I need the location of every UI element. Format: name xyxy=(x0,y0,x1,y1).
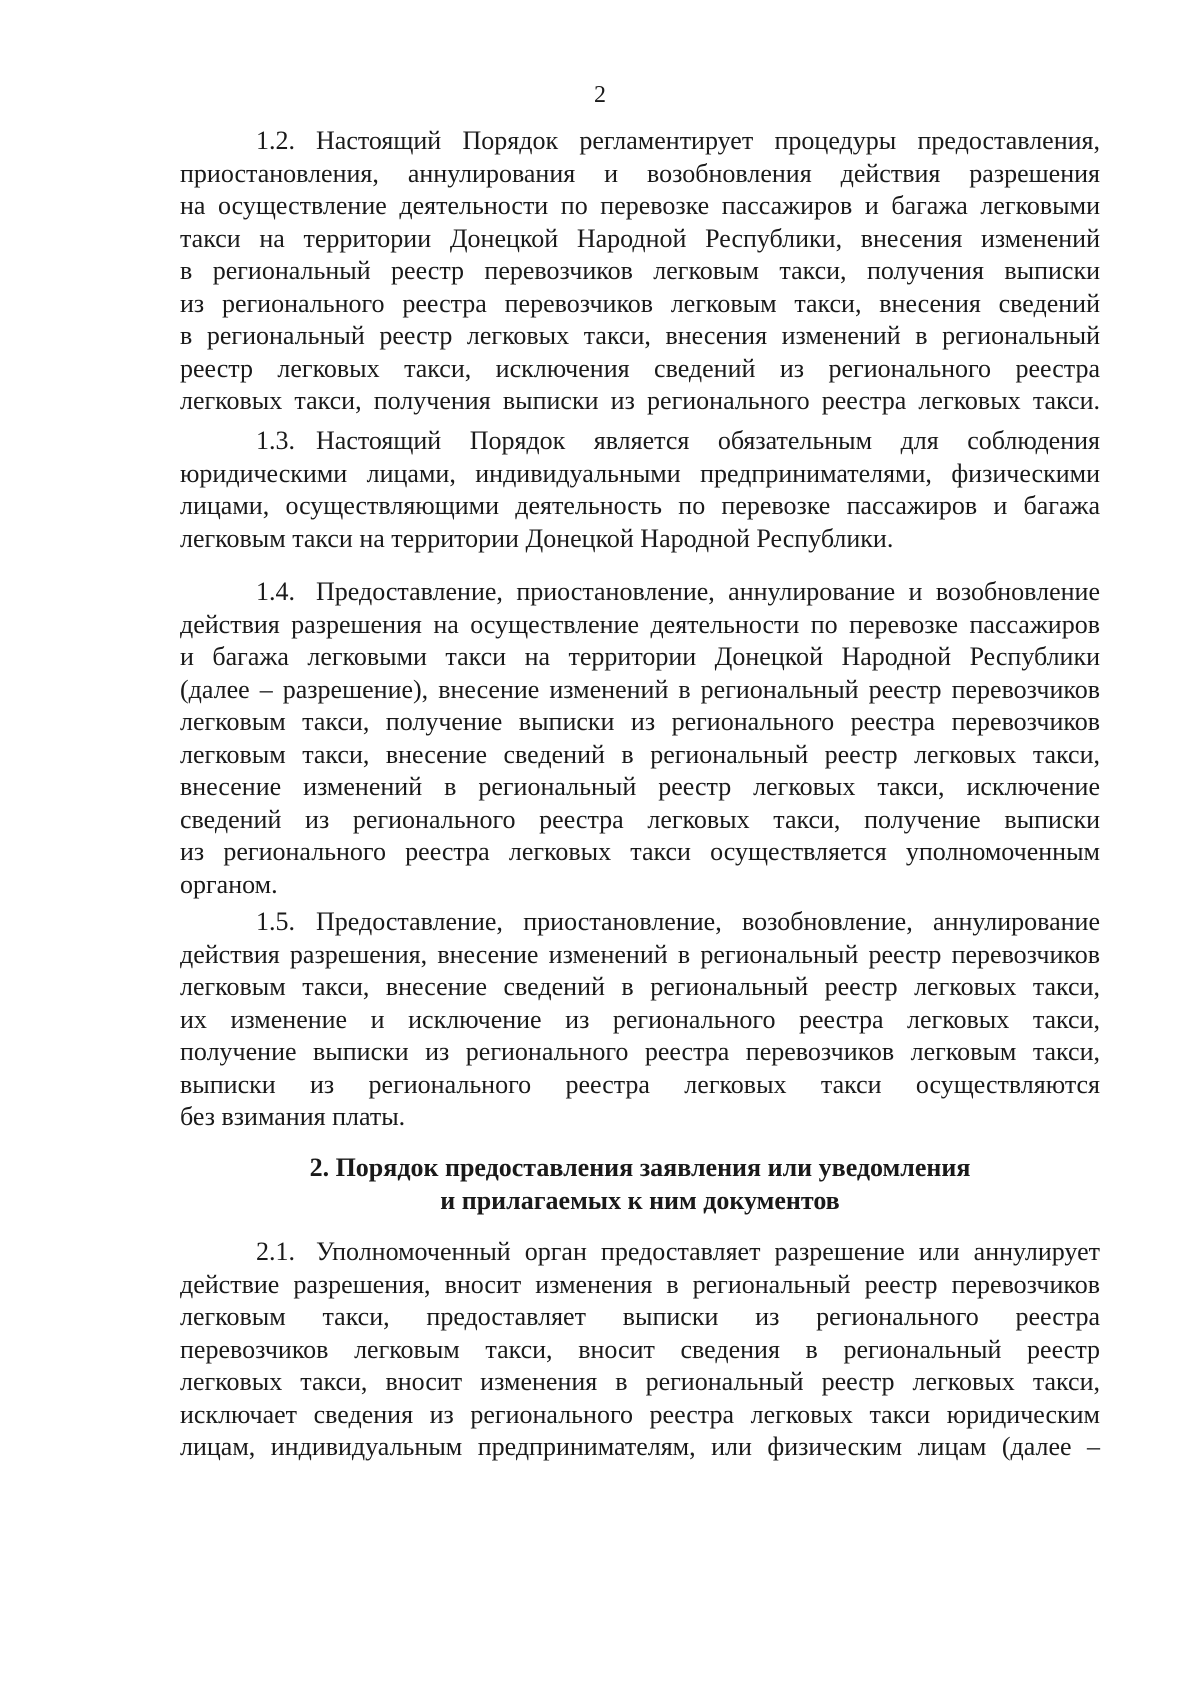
section-heading xyxy=(180,1152,1100,1217)
paragraph-line: лицами, осуществляющими деятельность по перевозке пассажиров и багажа xyxy=(180,491,1100,520)
paragraph-1-3 xyxy=(180,425,1100,555)
paragraph-number: 2.1. xyxy=(256,1237,295,1266)
paragraph-text: Предоставление, приостановление, аннулирование и возобновление xyxy=(316,577,1100,606)
paragraph-line: из регионального реестра легковых такси осуществляется уполномоченным xyxy=(180,837,1100,866)
paragraph-1-2 xyxy=(180,125,1100,418)
paragraph-line: органом. xyxy=(180,869,278,899)
paragraph-1-5 xyxy=(180,906,1100,1134)
paragraph-line xyxy=(180,906,1100,939)
paragraph-2-1 xyxy=(180,1236,1100,1464)
paragraph-text: Уполномоченный орган предоставляет разрешение или аннулирует xyxy=(316,1237,1100,1266)
section-heading-line: и прилагаемых к ним документов xyxy=(440,1185,840,1215)
paragraph-line: лицам, индивидуальным предпринимателям, или физическим лицам (далее – xyxy=(180,1432,1100,1461)
paragraph-text: Настоящий Порядок регламентирует процедуры предоставления, xyxy=(316,126,1100,155)
paragraph-line: легковым такси, предоставляет выписки из регионального реестра xyxy=(180,1302,1100,1331)
paragraph-line: легковым такси на территории Донецкой Народной Республики. xyxy=(180,523,894,553)
paragraph-line: легковым такси, внесение сведений в региональный реестр легковых такси, xyxy=(180,972,1100,1001)
paragraph-number: 1.3. xyxy=(256,426,295,455)
paragraph-line: такси на территории Донецкой Народной Республики, внесения изменений xyxy=(180,223,1100,253)
paragraph-line: в региональный реестр перевозчиков легковым такси, получения выписки xyxy=(180,256,1100,285)
section-heading-line: 2. Порядок предоставления заявления или уведомления xyxy=(309,1153,971,1182)
paragraph-number: 1.4. xyxy=(256,577,295,606)
paragraph-line: без взимания платы. xyxy=(180,1102,406,1131)
paragraph-line: действия разрешения, внесение изменений в региональный реестр перевозчиков xyxy=(180,939,1100,969)
page-number: 2 xyxy=(594,82,606,108)
paragraph-line: в региональный реестр легковых такси, внесения изменений в региональный xyxy=(180,321,1100,350)
paragraph-line: легковым такси, получение выписки из регионального реестра перевозчиков xyxy=(180,707,1100,736)
paragraph-text: Настоящий Порядок является обязательным для соблюдения xyxy=(316,426,1100,455)
paragraph-line: на осуществление деятельности по перевозке пассажиров и багажа легковыми xyxy=(180,191,1100,220)
paragraph-line: действие разрешения, вносит изменения в региональный реестр перевозчиков xyxy=(180,1269,1100,1299)
paragraph-1-4 xyxy=(180,576,1100,901)
paragraph-line: (далее – разрешение), внесение изменений в региональный реестр перевозчиков xyxy=(180,674,1100,704)
paragraph-line: исключает сведения из регионального реестра легковых такси юридическим xyxy=(180,1399,1100,1429)
paragraph-line: их изменение и исключение из регионального реестра легковых такси, xyxy=(180,1004,1100,1034)
paragraph-number: 1.2. xyxy=(256,126,295,155)
paragraph-line xyxy=(180,425,1100,458)
paragraph-line: получение выписки из регионального реестра перевозчиков легковым такси, xyxy=(180,1037,1100,1066)
paragraph-line: выписки из регионального реестра легковых такси осуществляются xyxy=(180,1069,1100,1099)
paragraph-line: приостановления, аннулирования и возобновления действия разрешения xyxy=(180,158,1100,188)
paragraph-line: реестр легковых такси, исключения сведений из регионального реестра xyxy=(180,353,1100,383)
paragraph-line: юридическими лицами, индивидуальными предпринимателями, физическими xyxy=(180,458,1100,488)
paragraph-number: 1.5. xyxy=(256,907,295,936)
paragraph-text: Предоставление, приостановление, возобновление, аннулирование xyxy=(316,907,1100,936)
paragraph-line: легковым такси, внесение сведений в региональный реестр легковых такси, xyxy=(180,739,1100,769)
paragraph-line: легковых такси, получения выписки из регионального реестра легковых такси. xyxy=(180,386,1100,415)
paragraph-line: перевозчиков легковым такси, вносит сведения в региональный реестр xyxy=(180,1334,1100,1364)
paragraph-line: легковых такси, вносит изменения в региональный реестр легковых такси, xyxy=(180,1367,1100,1396)
paragraph-line: и багажа легковыми такси на территории Донецкой Народной Республики xyxy=(180,642,1100,671)
paragraph-line xyxy=(180,1236,1100,1269)
paragraph-line: действия разрешения на осуществление деятельности по перевозке пассажиров xyxy=(180,609,1100,639)
paragraph-line: сведений из регионального реестра легковых такси, получение выписки xyxy=(180,804,1100,834)
paragraph-line: внесение изменений в региональный реестр легковых такси, исключение xyxy=(180,772,1100,801)
paragraph-line xyxy=(180,576,1100,609)
paragraph-line: из регионального реестра перевозчиков легковым такси, внесения сведений xyxy=(180,288,1100,318)
paragraph-line xyxy=(180,125,1100,158)
